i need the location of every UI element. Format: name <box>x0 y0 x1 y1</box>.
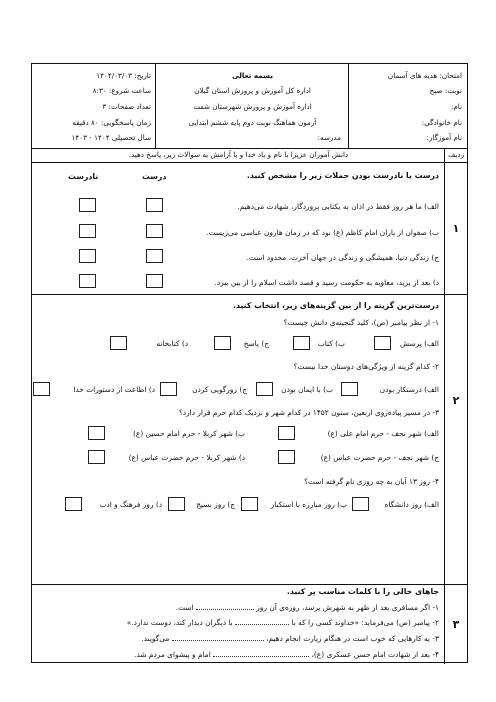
start-time: ساعت شروع: ۸:۳۰ <box>92 86 151 95</box>
q3-option-c-box[interactable] <box>278 450 295 464</box>
true-checkbox-b[interactable] <box>146 224 163 238</box>
q2-option-a: الف) درستکار بودن <box>379 385 439 394</box>
q2-option-c-box[interactable] <box>160 382 177 396</box>
instructions-row <box>32 148 467 163</box>
q3-option-c: ج) شهر نجف - حرم حضرت عباس (ع) <box>320 453 439 462</box>
section-title: درست‌ترین گزینه را از بین گزینه‌های زیر، انتخاب کنید. <box>233 301 439 310</box>
q2-option-b: ب) با ایمان بودن <box>281 385 333 394</box>
q3-option-b: ب) شهر کربلا - حرم امام حسین (ع) <box>133 429 245 438</box>
section-title: جاهای خالی را با کلمات مناسب پر کنید. <box>286 587 439 596</box>
q1-option-c-box[interactable] <box>214 336 231 350</box>
q4-option-c: ج) روز بسیج <box>196 500 235 509</box>
exam-meta-column <box>30 64 156 148</box>
answer-duration: زمان پاسخگویی: ۸۰ دقیقه <box>72 118 151 127</box>
q4-option-a: الف) روز دانشگاه <box>384 500 439 509</box>
q3-option-a: الف) شهر نجف - حرم امام علی (ع) <box>327 429 439 438</box>
exam-header <box>32 64 467 149</box>
city-office: اداره آموزش و پرورش شهرستان شفت <box>193 102 312 111</box>
section-fill-blanks <box>32 584 467 664</box>
false-checkbox-a[interactable] <box>79 198 96 212</box>
q2-option-b-box[interactable] <box>256 382 273 396</box>
section-title: درست یا نادرست بودن جملات زیر را مشخص کنید. <box>246 171 439 180</box>
q4-option-c-box[interactable] <box>168 497 185 511</box>
basmala: بسمه تعالی <box>231 71 274 80</box>
q3-option-a-box[interactable] <box>278 426 295 440</box>
blank-input-1[interactable] <box>196 603 254 610</box>
section-multiple-choice <box>32 294 467 585</box>
q1-option-b-box[interactable] <box>293 336 310 350</box>
q2-option-a-box[interactable] <box>341 382 358 396</box>
question-4-stem: ۴- روز ۱۳ آبان به چه روزی نام گرفته است؟ <box>304 477 439 486</box>
blank-item-1: ۱- اگر مسافری بعد از ظهر به شهرش برسد، روزه‌ی آن روز است. <box>175 603 439 612</box>
q1-option-d: د) کتابخانه <box>156 339 188 348</box>
q2-option-d-box[interactable] <box>33 382 50 396</box>
q2-option-c: ج) زورگویی کردن <box>192 385 247 394</box>
statement-a: الف) ما هر روز فقط در اذان به یکتایی پروردگار، شهادت می‌دهیم. <box>237 202 439 211</box>
q2-option-d: د) اطاعت از دستورات خدا <box>73 385 155 394</box>
exam-title: آزمون هماهنگ نوبت دوم پایه ششم ابتدایی <box>188 118 317 127</box>
q1-option-d-box[interactable] <box>110 336 127 350</box>
exam-shift: نوبت: صبح <box>429 86 462 95</box>
question-1-stem: ۱- از نظر پیامبر (ص)، کلید گنجینه‌ی دانش چیست؟ <box>283 318 439 327</box>
exam-title-column <box>155 64 349 148</box>
false-checkbox-c[interactable] <box>79 249 96 263</box>
q1-option-c: ج) پاسخ <box>243 339 269 348</box>
true-checkbox-d[interactable] <box>146 274 163 288</box>
blank-item-3: ۳- به کارهایی که خوب است در هنگام زیارت انجام دهیم، می‌گویند. <box>141 634 439 643</box>
school-label: مدرسه: <box>317 133 341 142</box>
section-number: ۱ <box>444 162 467 294</box>
q3-option-b-box[interactable] <box>88 426 105 440</box>
statement-b: ب) صفوان از یاران امام کاظم (ع) بود که در زمان هارون عباسی می‌زیست. <box>206 228 439 237</box>
blank-item-4: ۴- بعد از شهادت امام حسن عسکری (ع)، امام و پیشوای مردم شد. <box>134 650 439 659</box>
blank-item-2: ۲- پیامبر (ص) می‌فرماید: «خداوند کسی را که با با دیگران دیدار کند، دوست ندارد.» <box>126 618 439 627</box>
student-info-column <box>348 64 467 148</box>
true-column-header: درست <box>142 172 167 181</box>
q3-option-d-box[interactable] <box>88 450 105 464</box>
q4-option-b: ب) روز مبارزه با استکبار <box>270 500 347 509</box>
row-label: ردیف <box>444 148 467 162</box>
blank-input-3[interactable] <box>172 634 264 641</box>
q3-option-d: د) شهر کربلا - حرم حضرت عباس (ع) <box>128 453 245 462</box>
province-office: اداره کل آموزش و پرورش استان گیلان <box>194 86 311 95</box>
q4-option-b-box[interactable] <box>241 497 258 511</box>
student-family-label: نام خانوادگی: <box>421 118 462 127</box>
question-3-stem: ۳- در مسیر پیاده‌روی اربعین، ستون ۱۴۵۲ در کدام شهر و نزدیک کدام حرم قرار دارد؟ <box>178 408 439 417</box>
teacher-name-label: نام آموزگار: <box>426 133 462 142</box>
false-column-header: نادرست <box>68 172 99 181</box>
q1-option-a-box[interactable] <box>374 336 391 350</box>
exam-sheet <box>31 63 468 663</box>
statement-c: ج) زندگی دنیا، همیشگی و زندگی در جهان آخرت، محدود است. <box>246 253 439 262</box>
q4-option-a-box[interactable] <box>352 497 369 511</box>
section-true-false <box>32 162 467 295</box>
instructions-text: دانش آموزان عزیزا با نام و یاد خدا و با آرامش به سوالات زیر، پاسخ دهید. <box>128 150 349 159</box>
false-checkbox-b[interactable] <box>79 224 96 238</box>
section-number: ۲ <box>444 294 467 584</box>
q4-option-d-box[interactable] <box>65 497 82 511</box>
student-name-label: نام: <box>450 102 462 111</box>
q1-option-a: الف) پرسش <box>400 339 439 348</box>
section-number: ۳ <box>444 584 467 664</box>
blank-input-4[interactable] <box>213 650 309 657</box>
page-count: تعداد صفحات: ۳ <box>102 102 151 111</box>
blank-input-2[interactable] <box>235 618 289 625</box>
exam-date: تاریخ: ۱۴۰۴/۰۳/۰۳ <box>96 71 151 80</box>
school-year: سال تحصیلی ۱۴۰۴ - ۱۴۰۳ <box>71 133 151 142</box>
exam-subject: امتحان: هدیه های آسمان <box>387 71 462 80</box>
false-checkbox-d[interactable] <box>79 274 96 288</box>
true-checkbox-a[interactable] <box>146 198 163 212</box>
statement-d: د) بعد از یزید، معاویه به حکومت رسید و قصد داشت اسلام را از بین ببرد. <box>214 278 439 287</box>
q4-option-d: د) روز فرهنگ و ادب <box>99 500 162 509</box>
q1-option-b: ب) کتاب <box>317 339 345 348</box>
true-checkbox-c[interactable] <box>146 249 163 263</box>
question-2-stem: ۲- کدام گزینه از ویژگی‌های دوستان خدا نیست؟ <box>293 362 439 371</box>
